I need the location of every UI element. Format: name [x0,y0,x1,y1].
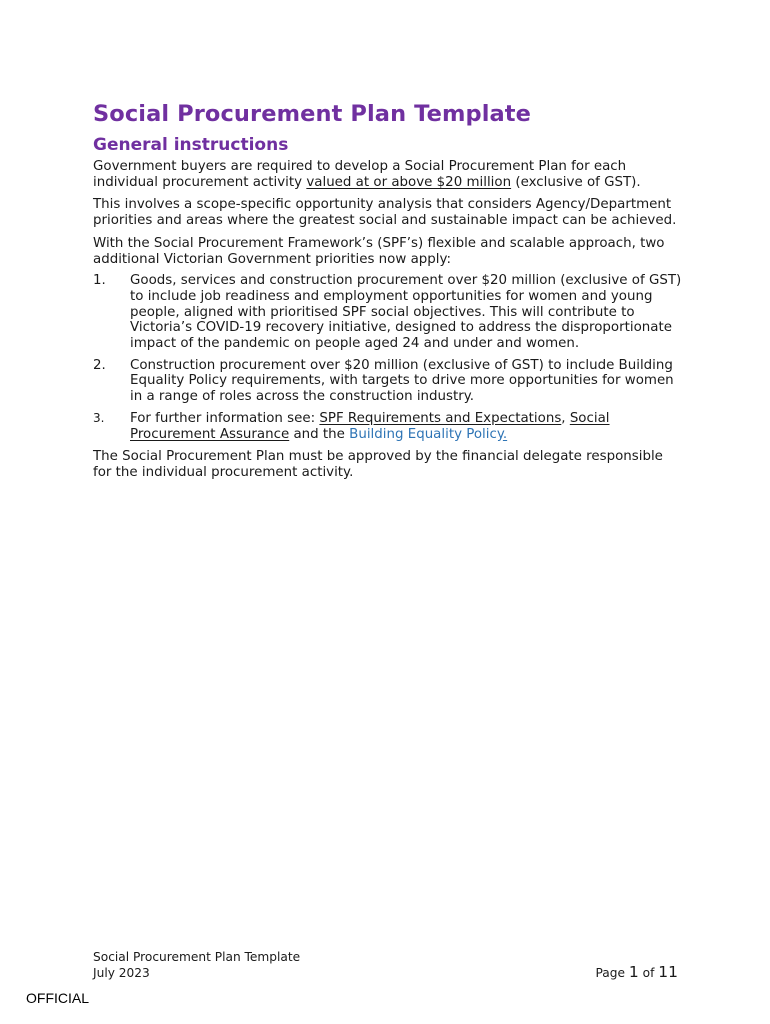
paragraph-requirement [93,159,683,190]
list-text: and the [289,426,350,442]
document-body [93,98,683,481]
list-text: , [561,410,570,426]
page-total: 11 [658,963,678,981]
list-number: 2. [93,357,106,373]
list-item [93,411,683,442]
paragraph-text: (exclusive of GST). [511,174,641,190]
footer-date: July 2023 [93,966,150,980]
paragraph-scope: This involves a scope-specific opportunity analysis that considers Agency/Department priorities and areas where the greatest social and sustainable impact can be achieved. [93,197,677,229]
document-title: Social Procurement Plan Template [93,101,532,127]
footer-doc-name: Social Procurement Plan Template [93,950,301,964]
list-item [93,273,683,352]
paragraph-priorities: With the Social Procurement Framework’s (SPF’s) flexible and scalable approach, two additional Victorian Government priorities now apply: [93,235,665,267]
page-number [596,962,679,983]
spf-requirements-link[interactable]: SPF Requirements and Expectations [319,410,562,426]
list-item [93,358,683,405]
page-of: of [642,966,655,980]
list-text: Goods, services and construction procurement over $20 million (exclusive of GST) to include job readiness and employment opportunities for women and young people, aligned with prioritised SPF social objectives. This will contribute to Victoria’s COVID-19 recovery initiative, designed to address the disproportionate impact of the pandemic on people aged 24 and under and women. [130,273,682,352]
priorities-list [93,273,683,442]
paragraph-approval: The Social Procurement Plan must be approved by the financial delegate responsible for the individual procurement activity. [93,449,663,480]
list-number: 1. [93,273,106,289]
classification-label: OFFICIAL [26,990,90,1006]
list-text: . [502,426,508,442]
list-text: Construction procurement over $20 million (exclusive of GST) to include Building Equality Policy requirements, with targets to drive more opportunities for women in a range of roles across the construction industry. [130,357,674,405]
page-label: Page [595,966,626,980]
list-text: For further information see: [130,410,320,426]
social-procurement-assurance-link[interactable]: Social Procurement Assurance [130,410,610,442]
footer-info [93,949,300,981]
threshold-link[interactable]: valued at or above $20 million [306,174,512,190]
paragraph-text: Government buyers are required to develop a Social Procurement Plan for each individual procurement activity [93,159,627,190]
list-number: 3. [93,410,105,425]
section-heading: General instructions [93,135,289,155]
page-current: 1 [628,963,639,981]
building-equality-policy-link[interactable]: Building Equality Policy [349,426,503,442]
